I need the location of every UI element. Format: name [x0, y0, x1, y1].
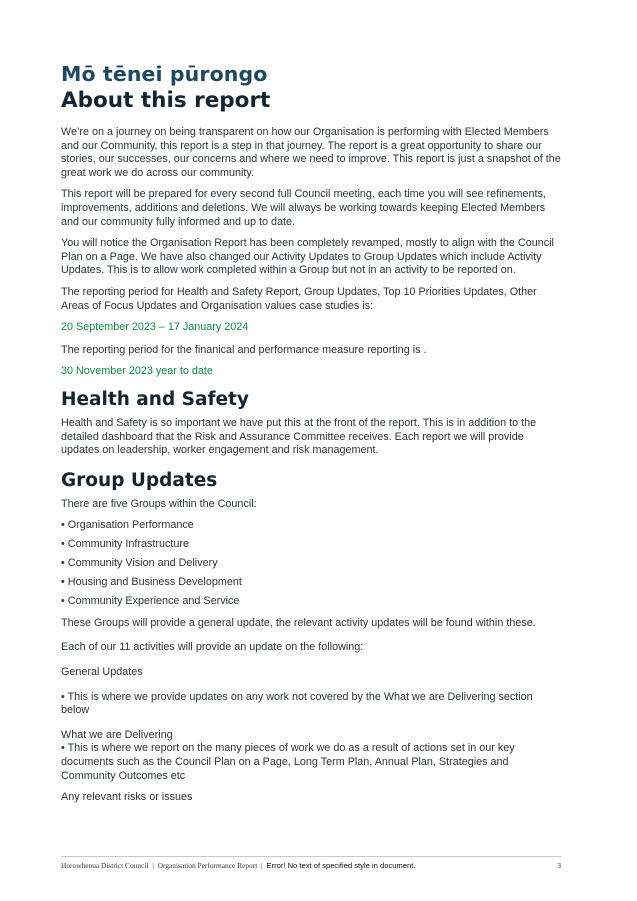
list-item	[61, 538, 561, 552]
group-name: Community Experience and Service	[67, 595, 240, 608]
risks-text: Any relevant risks or issues	[61, 791, 193, 804]
delivering-text: • This is where we report on the many pieces of work we do as a result of actions set in our key documents such as the Council Plan on a Page, Long Term Plan, Annual Plan, Strategies and Community Outcomes etc	[61, 742, 515, 782]
bullet-icon: •	[61, 538, 65, 551]
footer-left	[61, 861, 415, 870]
intro-paragraph-3: You will notice the Organisation Report has been completely revamped, mostly to align with the Council Plan on a Page. We have also changed our Activity Updates to Group Updates which include Activity Updates. This is to allow work completed within a Group but not in an activity to be reported on.	[61, 237, 554, 277]
list-item	[61, 595, 561, 609]
group-name: Community Vision and Delivery	[67, 557, 218, 570]
bullet-icon: •	[61, 595, 65, 608]
reporting-period-1: 20 September 2023 – 17 January 2024	[61, 321, 249, 334]
footer-org: Horowhenua District Council	[61, 861, 149, 870]
intro-paragraph-2: This report will be prepared for every second full Council meeting, each time you will see refinements, improvements, additions and deletions. We will always be working towards keeping Elected Members and our community fully informed and up to date.	[61, 188, 546, 228]
group-name: Organisation Performance	[67, 519, 194, 532]
bullet-icon: •	[61, 576, 65, 589]
group-name: Housing and Business Development	[67, 576, 242, 589]
general-updates-label: General Updates	[61, 666, 143, 678]
bullet-icon: •	[61, 557, 65, 570]
activities-intro: Each of our 11 activities will provide an update on the following:	[61, 641, 364, 654]
intro-paragraph-1: We’re on a journey on being transparent on how our Organisation is performing with Elected Members and our Community, this report is a step in that journey. The report is a great opportunity to share our stories, our successes, our concerns and where we need to improve. This report is just a snapshot of the great work we do across our community.	[61, 126, 561, 179]
reporting-period-2: 30 November 2023 year to date	[61, 365, 213, 378]
group-name: Community Infrastructure	[67, 538, 189, 551]
list-item	[61, 576, 561, 590]
groups-after-list: These Groups will provide a general update, the relevant activity updates will be found within these.	[61, 616, 536, 629]
page-footer	[61, 856, 561, 870]
health-safety-text: Health and Safety is so important we have put this at the front of the report. This is in addition to the detailed dashboard that the Risk and Assurance Committee receives. Each report we will provide updates on leadership, worker engagement and risk management.	[61, 416, 537, 457]
general-updates-text: • This is where we provide updates on any work not covered by the What we are Delivering section below	[61, 690, 533, 717]
delivering-label: What we are Delivering	[61, 728, 173, 741]
page-title: About this report	[61, 88, 271, 113]
list-item	[61, 557, 561, 571]
list-item	[61, 519, 561, 533]
page-number: 3	[557, 861, 561, 870]
maori-title: Mō tēnei pūrongo	[61, 62, 268, 86]
bullet-icon: •	[61, 519, 65, 532]
intro-paragraph-5: The reporting period for the finanical and performance measure reporting is .	[61, 343, 427, 356]
group-updates-heading: Group Updates	[61, 469, 218, 491]
groups-list	[61, 519, 561, 609]
health-safety-heading: Health and Safety	[61, 388, 249, 410]
footer-separator: |	[261, 861, 263, 870]
report-page	[61, 62, 561, 813]
footer-separator: |	[152, 861, 154, 870]
footer-report: Organisation Performance Report	[157, 861, 258, 870]
intro-paragraph-4: The reporting period for Health and Safety Report, Group Updates, Top 10 Priorities Updates, Other Areas of Focus Updates and Organisation values case studies is:	[61, 285, 537, 312]
footer-error: Error! No text of specified style in document.	[266, 861, 416, 870]
group-updates-intro: There are five Groups within the Council:	[61, 497, 257, 510]
